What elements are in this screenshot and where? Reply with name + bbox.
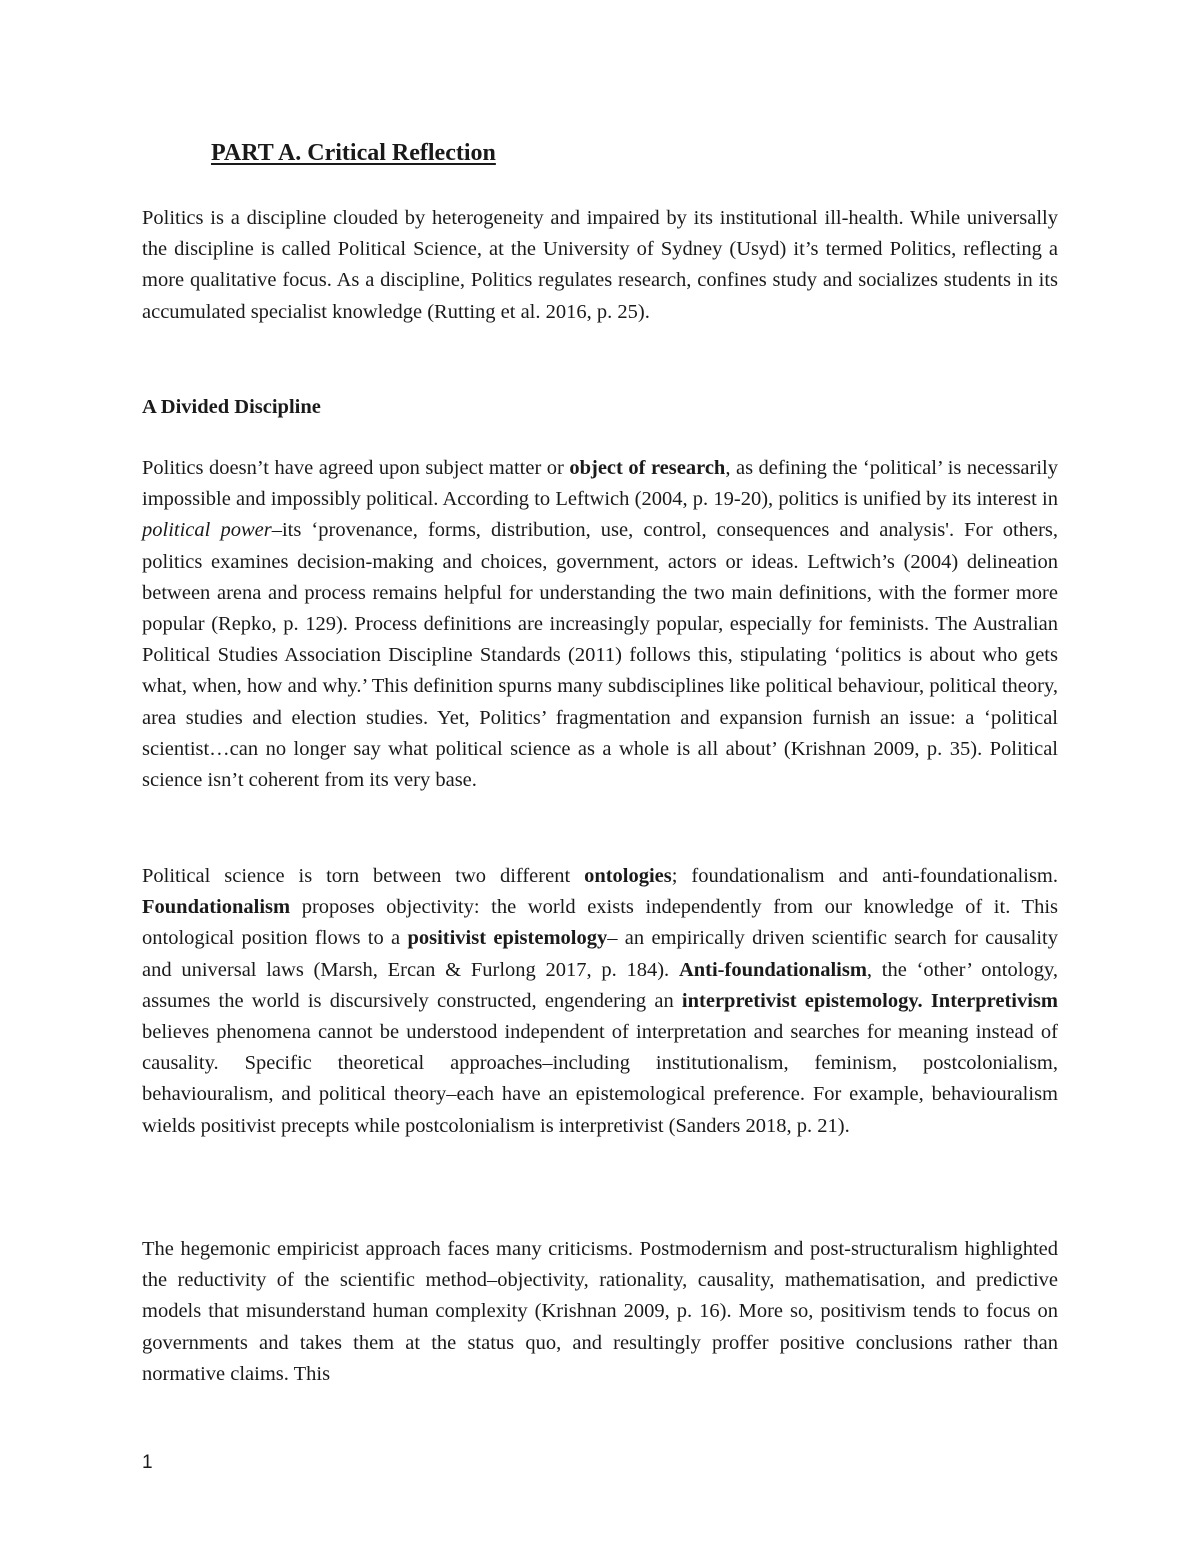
text-run: Politics doesn’t have agreed upon subject matter or [142,457,570,479]
text-run: proposes objectivity: the world exists independently from our knowledge of it. This ontological position flows to a [142,896,1058,950]
italic-term: political power [142,519,272,542]
text-run: – an empirically driven scientific search for causality and universal laws (Marsh, Ercan & Furlong 2017, p. 184). [142,927,1058,981]
text-run: , the ‘other’ ontology, assumes the world is discursively constructed, engendering an [142,958,1058,1012]
text-run: , as defining the ‘political’ is necessarily impossible and impossibly political. According to Leftwich (2004, p. 19-20), politics is unified by its interest in [142,457,1058,511]
bold-term: object of research [569,457,726,479]
section-heading: A Divided Discipline [142,396,321,418]
bold-term: positivist epistemology [407,927,608,950]
text-run: ; foundationalism and anti-foundationalism. [671,865,1058,887]
bold-term: Anti-foundationalism [678,958,867,981]
paragraph-intro: Politics is a discipline clouded by heterogeneity and impaired by its institutional ill-health. While universally the discipline is called Political Science, at the University of Sydney (Usyd) it’s termed Politics, reflecting a more qualitative focus. As a discipline, Politics regulates research, confines study and socializes students in its accumulated specialist knowledge (Rutting et al. 2016, p. 25). [142,207,1058,323]
bold-term: Foundationalism [142,896,291,919]
paragraph-ontologies [142,861,1058,1142]
paragraph-divided-discipline [142,453,1058,796]
text-run: Political science is torn between two different [142,865,585,887]
text-run: believes phenomena cannot be understood independent of interpretation and searches for meaning instead of causality. Specific theoretical approaches–including institutionalism, feminism, postcolonialism, behaviouralism, and political theory–each have an epistemological preference. For example, behaviouralism wields positivist precepts while postcolonialism is interpretivist (Sanders 2018, p. 21). [142,1021,1058,1137]
page-title: PART A. Critical Reflection [211,140,496,166]
page-number: 1 [142,1452,153,1473]
text-run: –its ‘provenance, forms, distribution, use, control, consequences and analysis'. For others, politics examines decision-making and choices, government, actors or ideas. Leftwich’s (2004) delineation between arena and process remains helpful for understanding the two main definitions, with the former more popular (Repko, p. 129). Process definitions are increasingly popular, especially for feminists. The Australian Political Studies Association Discipline Standards (2011) follows this, stipulating ‘politics is about who gets what, when, how and why.’ This definition spurns many subdisciplines like political behaviour, political theory, area studies and election studies. Yet, Politics’ fragmentation and expansion furnish an issue: a ‘political scientist…can no longer say what political science as a whole is all about’ (Krishnan 2009, p. 35). Political science isn’t coherent from its very base. [142,519,1058,792]
bold-term: interpretivist epistemology. Interpretivism [681,989,1058,1012]
paragraph-empiricist-critique: The hegemonic empiricist approach faces many criticisms. Postmodernism and post-structuralism highlighted the reductivity of the scientific method–objectivity, rationality, causality, mathematisation, and predictive models that misunderstand human complexity (Krishnan 2009, p. 16). More so, positivism tends to focus on governments and takes them at the status quo, and resultingly proffer positive conclusions rather than normative claims. This [142,1238,1058,1385]
bold-term: ontologies [584,865,672,887]
